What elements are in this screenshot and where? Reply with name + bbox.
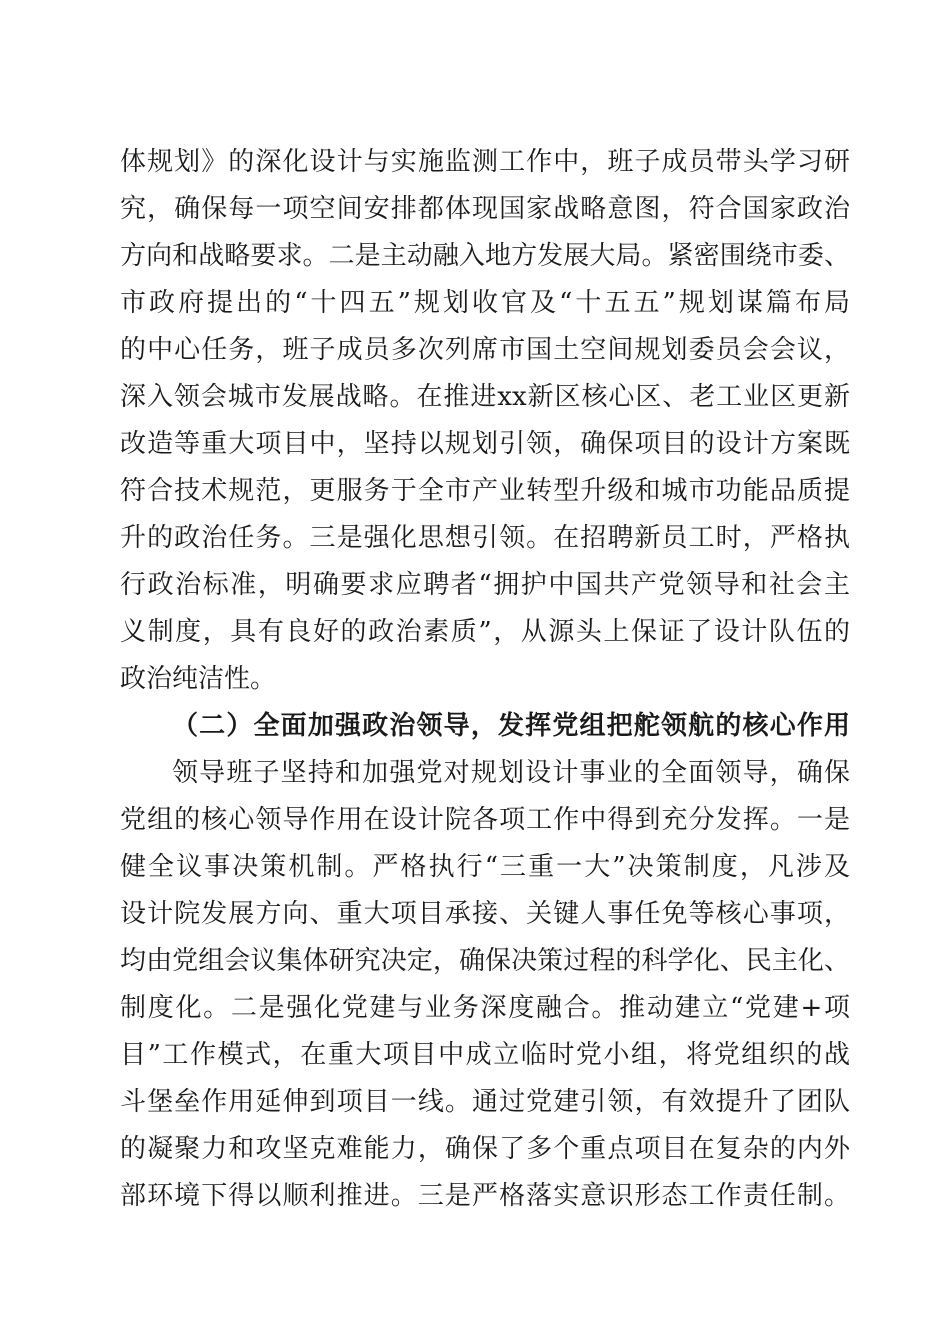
paragraph-2-line-4: 设计院发展方向、重大项目承接、关键人事任免等核心事项， bbox=[120, 899, 850, 929]
paragraph-2-line-6: 制度化。二是强化党建与业务深度融合。推动建立“党建+项 bbox=[120, 993, 850, 1023]
paragraph-2-line-8: 斗堡垒作用延伸到项目一线。通过党建引领，有效提升了团队 bbox=[120, 1087, 850, 1117]
paragraph-1-line-9: 升的政治任务。三是强化思想引领。在招聘新员工时，严格执 bbox=[120, 523, 850, 553]
section-heading: （二）全面加强政治领导，发挥党组把舵领航的核心作用 bbox=[172, 711, 850, 741]
paragraph-1-line-4: 市政府提出的“十四五”规划收官及“十五五”规划谋篇布局 bbox=[120, 288, 850, 318]
paragraph-2-line-3: 健全议事决策机制。严格执行“三重一大”决策制度，凡涉及 bbox=[120, 852, 850, 882]
paragraph-1-line-1: 体规划》的深化设计与实施监测工作中，班子成员带头学习研 bbox=[120, 147, 850, 177]
paragraph-2-line-5: 均由党组会议集体研究决定，确保决策过程的科学化、民主化、 bbox=[120, 946, 850, 976]
paragraph-2-line-9: 的凝聚力和攻坚克难能力，确保了多个重点项目在复杂的内外 bbox=[120, 1134, 850, 1164]
paragraph-2-line-2: 党组的核心领导作用在设计院各项工作中得到充分发挥。一是 bbox=[120, 805, 850, 835]
paragraph-1-line-2: 究，确保每一项空间安排都体现国家战略意图，符合国家政治 bbox=[120, 194, 850, 224]
paragraph-1-line-3: 方向和战略要求。二是主动融入地方发展大局。紧密围绕市委、 bbox=[120, 241, 850, 271]
paragraph-1-line-7: 改造等重大项目中，坚持以规划引领，确保项目的设计方案既 bbox=[120, 429, 850, 459]
paragraph-1-line-5: 的中心任务，班子成员多次列席市国土空间规划委员会会议， bbox=[120, 335, 850, 365]
paragraph-1-line-6: 深入领会城市发展战略。在推进xx新区核心区、老工业区更新 bbox=[120, 382, 850, 412]
paragraph-1-line-12: 政治纯洁性。 bbox=[120, 664, 277, 694]
paragraph-2-line-7: 目”工作模式，在重大项目中成立临时党小组，将党组织的战 bbox=[120, 1040, 850, 1070]
paragraph-1-line-11: 义制度，具有良好的政治素质”，从源头上保证了设计队伍的 bbox=[120, 617, 850, 647]
paragraph-1-line-10: 行政治标准，明确要求应聘者“拥护中国共产党领导和社会主 bbox=[120, 570, 850, 600]
paragraph-2-line-10: 部环境下得以顺利推进。三是严格落实意识形态工作责任制。 bbox=[120, 1181, 850, 1211]
paragraph-1-line-8: 符合技术规范，更服务于全市产业转型升级和城市功能品质提 bbox=[120, 476, 850, 506]
paragraph-2-line-1: 领导班子坚持和加强党对规划设计事业的全面领导，确保 bbox=[172, 758, 850, 788]
